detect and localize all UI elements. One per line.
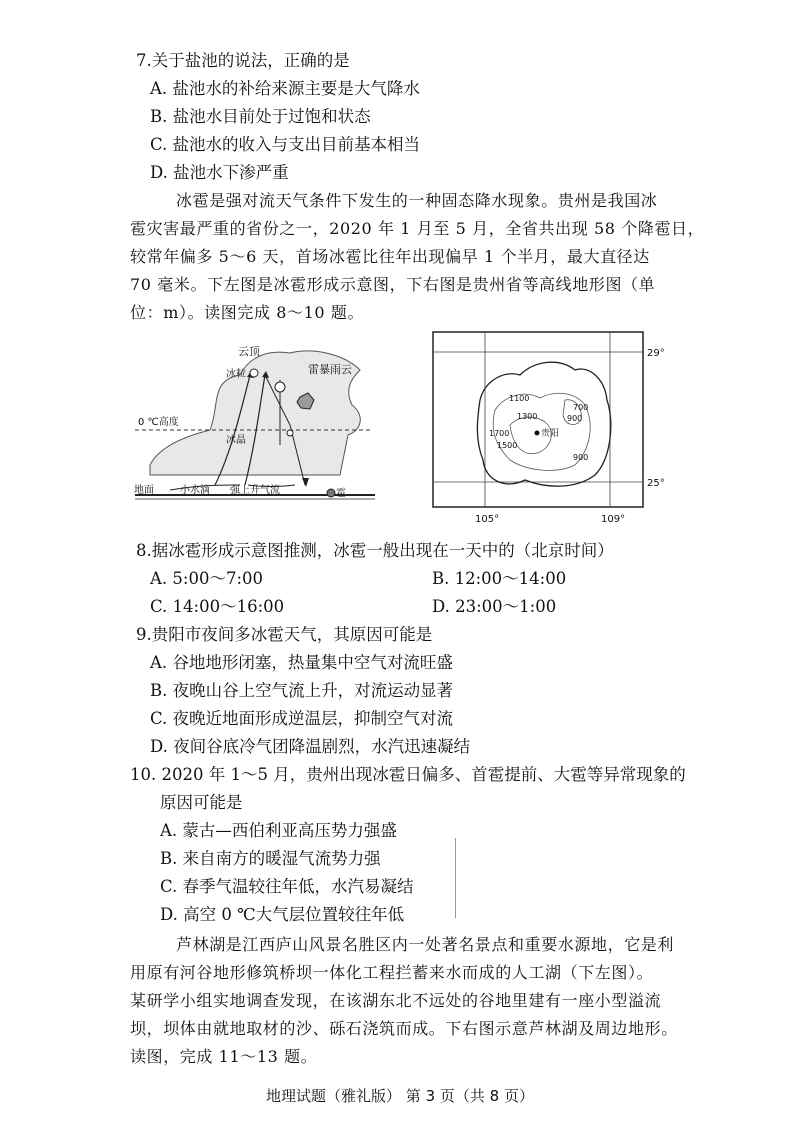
city-label-guiyang: 贵阳	[541, 429, 560, 439]
q7-option-b: B. 盐池水目前处于过饱和状态	[150, 107, 371, 126]
q10-option-a: A. 蒙古—西伯利亚高压势力强盛	[160, 821, 397, 840]
passage1-line-5: 位：m）。读图完成 8～10 题。	[130, 303, 365, 322]
q9-option-b: B. 夜晚山谷上空气流上升，对流运动显著	[150, 681, 454, 700]
label-updraft: 强上升气流	[230, 485, 280, 496]
scan-mark	[455, 838, 456, 918]
contour-label-900-south: 900	[573, 453, 589, 462]
hail-formation-diagram	[130, 335, 380, 510]
label-zero-height: 0 ℃高度	[138, 417, 179, 428]
passage1-line-3: 较常年偏多 5～6 天，首场冰雹比往年出现偏早 1 个半月，最大直径达	[130, 247, 650, 266]
q10-option-c: C. 春季气温较往年低，水汽易凝结	[160, 877, 414, 896]
contour-label-900-north: 900	[567, 414, 583, 423]
q9-option-d: D. 夜间谷底冷气团降温剧烈，水汽迅速凝结	[150, 737, 471, 756]
q8-stem: 8.据冰雹形成示意图推测，冰雹一般出现在一天中的（北京时间）	[136, 541, 614, 560]
contour-label-700: 700	[573, 403, 589, 412]
passage2-line-3: 某研学小组实地调查发现，在该湖东北不远处的谷地里建有一座小型溢流	[130, 991, 662, 1010]
passage1-line-4: 70 毫米。下左图是冰雹形成示意图，下右图是贵州省等高线地形图（单	[130, 275, 656, 294]
q10-option-d: D. 高空 0 ℃大气层位置较往年低	[160, 905, 405, 924]
label-ice-particle: 冰粒	[226, 369, 246, 380]
q9-option-c: C. 夜晚近地面形成逆温层，抑制空气对流	[150, 709, 454, 728]
passage2-line-5: 读图，完成 11～13 题。	[130, 1047, 318, 1066]
label-water-drop: 小水滴	[180, 485, 210, 496]
q9-option-a: A. 谷地地形闭塞，热量集中空气对流旺盛	[150, 653, 453, 672]
latitude-29: 29°	[647, 348, 665, 359]
q10-stem: 10. 2020 年 1～5 月，贵州出现冰雹日偏多、首雹提前、大雹等异常现象的	[130, 765, 686, 784]
contour-label-1500: 1500	[497, 441, 518, 450]
contour-label-1700: 1700	[489, 429, 510, 438]
contour-label-1300: 1300	[517, 412, 538, 421]
q8-option-c: C. 14:00～16:00	[150, 597, 285, 616]
q10-stem-continued: 原因可能是	[160, 793, 243, 812]
label-ice-crystal: 冰晶	[226, 435, 246, 446]
q8-option-b: B. 12:00～14:00	[432, 569, 567, 588]
label-storm-cloud: 雷暴雨云	[308, 363, 352, 376]
longitude-105: 105°	[475, 514, 500, 525]
latitude-25: 25°	[647, 478, 665, 489]
q8-option-a: A. 5:00～7:00	[150, 569, 264, 588]
q10-option-b: B. 来自南方的暖湿气流势力强	[160, 849, 381, 868]
label-hail: 雹	[336, 488, 346, 499]
q7-option-d: D. 盐池水下渗严重	[150, 163, 289, 182]
guizhou-contour-map	[425, 330, 675, 530]
passage1-line-1: 冰雹是强对流天气条件下发生的一种固态降水现象。贵州是我国冰	[176, 191, 658, 210]
contour-label-1100: 1100	[509, 394, 530, 403]
page-footer: 地理试题（雅礼版） 第 3 页（共 8 页）	[266, 1087, 534, 1105]
passage2-line-1: 芦林湖是江西庐山风景名胜区内一处著名景点和重要水源地，它是利	[176, 935, 675, 954]
passage1-line-2: 雹灾害最严重的省份之一，2020 年 1 月至 5 月，全省共出现 58 个降雹日，	[130, 219, 705, 238]
q7-stem: 7.关于盐池的说法，正确的是	[136, 51, 350, 70]
longitude-109: 109°	[601, 514, 626, 525]
q7-option-a: A. 盐池水的补给来源主要是大气降水	[150, 79, 420, 98]
label-cloud-top: 云顶	[238, 345, 260, 358]
guiyang-city-marker	[535, 431, 540, 436]
q7-option-c: C. 盐池水的收入与支出目前基本相当	[150, 135, 421, 154]
label-ground: 地面	[134, 485, 154, 496]
passage2-line-4: 坝，坝体由就地取材的沙、砾石浇筑而成。下右图示意芦林湖及周边地形。	[130, 1019, 678, 1038]
q9-stem: 9.贵阳市夜间多冰雹天气，其原因可能是	[136, 625, 433, 644]
passage2-line-2: 用原有河谷地形修筑桥坝一体化工程拦蓄来水而成的人工湖（下左图）。	[130, 963, 654, 982]
q8-option-d: D. 23:00～1:00	[432, 597, 557, 616]
